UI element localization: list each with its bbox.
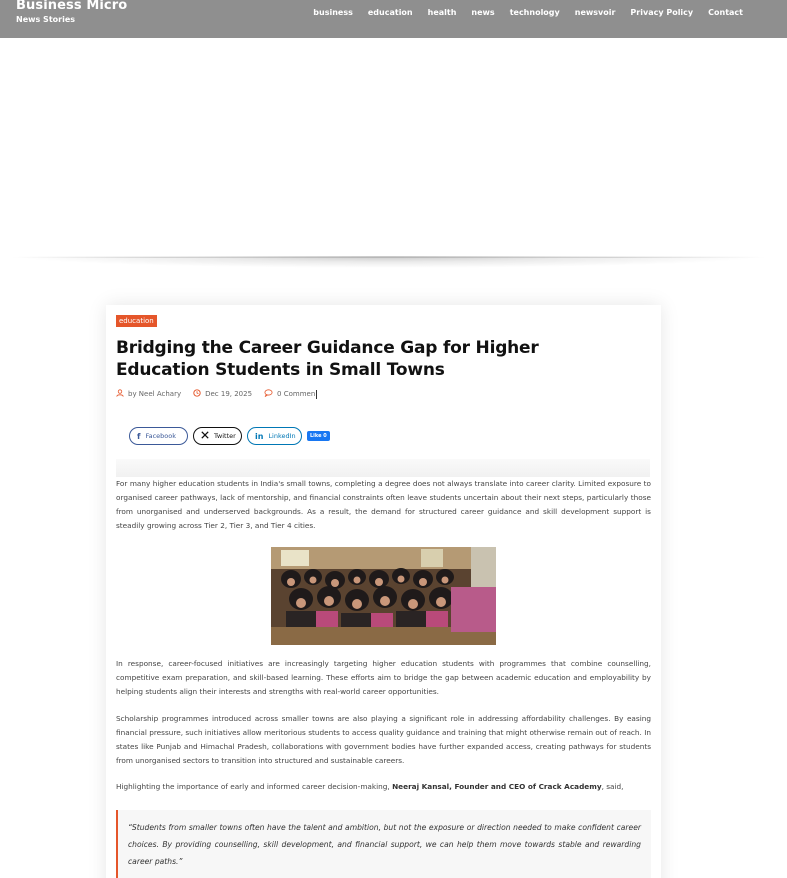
nav-item-news[interactable]: news: [471, 8, 495, 17]
linkedin-icon: in: [255, 431, 264, 441]
twitter-share-button[interactable]: [193, 427, 242, 445]
comments-link[interactable]: 0 Commen: [277, 390, 316, 398]
site-header: [0, 0, 787, 38]
post-date[interactable]: Dec 19, 2025: [205, 390, 253, 398]
text-cursor: [316, 390, 317, 399]
article-image: [271, 547, 496, 645]
share-bar: [129, 427, 330, 445]
lead-in-suffix: , said,: [601, 782, 624, 791]
nav-item-contact[interactable]: Contact: [708, 8, 743, 17]
quote-text: “Students from smaller towns often have the talent and ambition, but not the exposure or direction needed to make confident career choices. By providing counselling, skill development, and financial support, we can help them move towards stable and rewarding career paths.”: [128, 823, 641, 866]
site-brand[interactable]: [16, 0, 127, 26]
article-meta: [116, 389, 329, 399]
article-paragraph: [116, 780, 651, 794]
article-card: [106, 305, 661, 878]
comment-icon: [264, 389, 273, 399]
nav-item-newsvoir[interactable]: newsvoir: [574, 8, 616, 17]
article-paragraph: In response, career-focused initiatives are increasingly targeting higher education students with programmes that combine counselling, competitive exam preparation, and skill-based learning. These efforts aim to bridge the gap between academic education and employability by helping students align their interests and strengths with real-world career opportunities.: [116, 659, 651, 696]
site-tagline: News Stories: [16, 15, 76, 24]
category-badge[interactable]: education: [116, 315, 157, 327]
lead-in-text: Highlighting the importance of early and informed career decision-making,: [116, 782, 390, 791]
article-paragraph: Scholarship programmes introduced across smaller towns are also playing a significant role in addressing affordability challenges. By easing financial pressure, such initiatives allow meritorious students to access quality guidance and training that might otherwise remain out of reach. In states like Punjab and Himachal Pradesh, collaborations with government bodies have further expanded access, creating pathways for students from unorganised sectors to transition into structured and sustainable careers.: [116, 714, 651, 765]
nav-item-privacy-policy[interactable]: Privacy Policy: [630, 8, 694, 17]
pull-quote: [116, 810, 651, 878]
article-paragraph: For many higher education students in India's small towns, completing a degree does not always translate into career clarity. Limited exposure to organised career pathways, lack of mentorship, and financial constraints often leave students uncertain about their next steps, particularly those from unorganised and underserved backgrounds. As a result, the demand for structured career guidance and skill development support is steadily growing across Tier 2, Tier 3, and Tier 4 cities.: [116, 479, 651, 530]
nav-item-health[interactable]: health: [427, 8, 457, 17]
quoted-person: Neeraj Kansal, Founder and CEO of Crack Academy: [392, 782, 602, 791]
x-twitter-icon: [201, 431, 209, 441]
twitter-label: Twitter: [214, 432, 236, 440]
main-nav: [298, 8, 743, 18]
linkedin-share-button[interactable]: [247, 427, 302, 445]
facebook-label: Facebook: [145, 432, 177, 440]
author-link[interactable]: by Neel Achary: [128, 390, 182, 398]
clock-icon: [193, 389, 201, 399]
nav-item-technology[interactable]: technology: [509, 8, 560, 17]
divider-shadow: [10, 256, 767, 268]
user-icon: [116, 389, 124, 399]
site-title[interactable]: Business Micro: [16, 0, 128, 13]
facebook-like-button[interactable]: [307, 431, 330, 441]
facebook-share-button[interactable]: [129, 427, 188, 445]
classroom-photo: [271, 547, 496, 645]
like-label: Like 0: [310, 433, 327, 439]
article-title: Bridging the Career Guidance Gap for Higher Education Students in Small Towns: [116, 338, 539, 380]
nav-item-education[interactable]: education: [367, 8, 413, 17]
linkedin-label: LinkedIn: [268, 432, 296, 440]
ad-placeholder-strip: [116, 459, 650, 477]
nav-item-business[interactable]: business: [313, 8, 353, 17]
facebook-icon: f: [137, 431, 141, 441]
